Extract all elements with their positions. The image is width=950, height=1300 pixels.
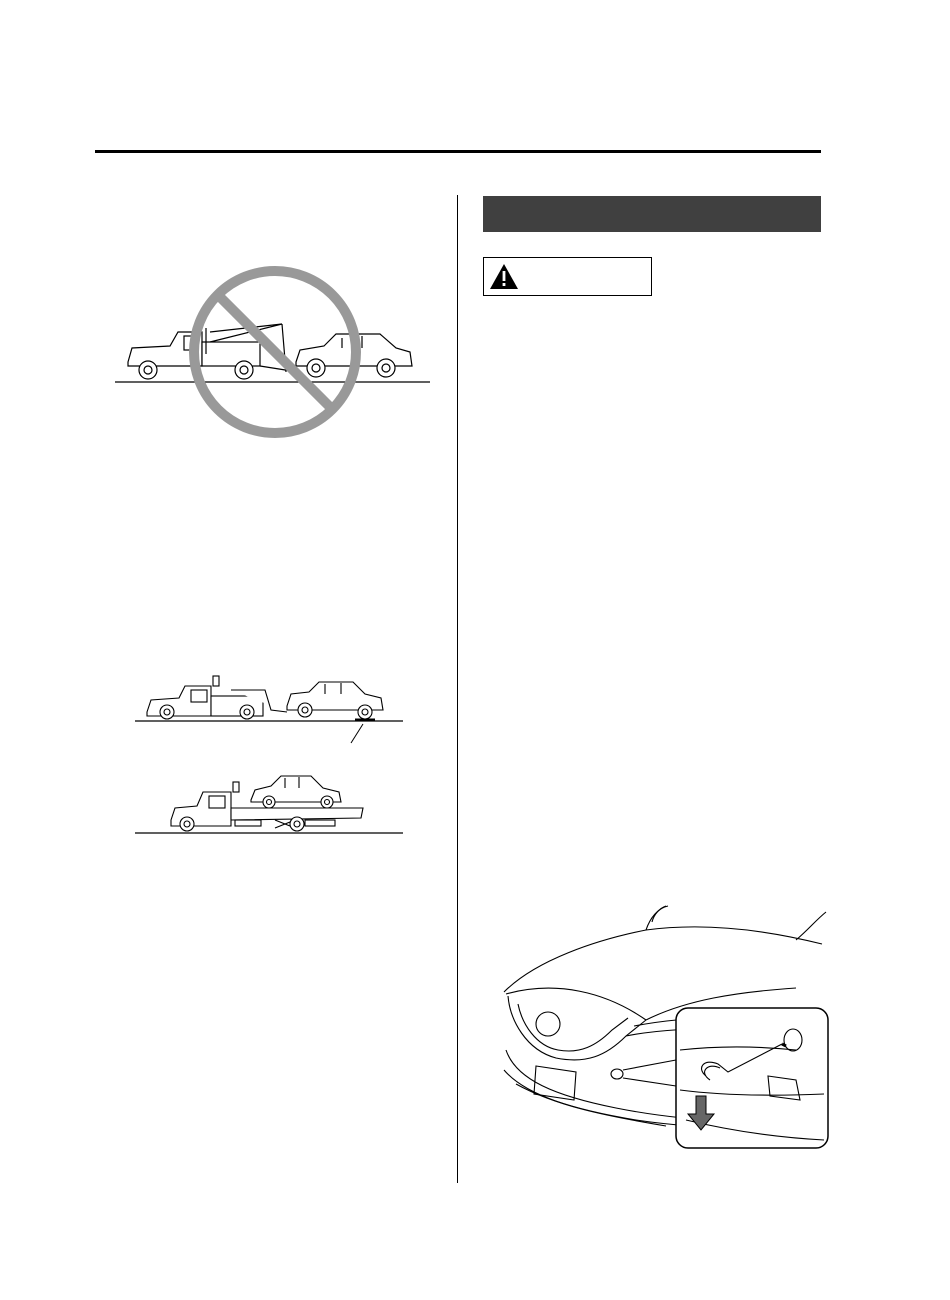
header-rule <box>95 150 821 153</box>
section-heading-bar <box>483 196 821 232</box>
warning-icon <box>488 262 520 291</box>
tow-hook-figure <box>496 900 832 1156</box>
column-divider <box>457 195 458 1183</box>
flatbed-towing-figure <box>135 770 405 840</box>
wheel-lift-towing-figure <box>135 672 405 747</box>
warning-box <box>483 257 652 296</box>
prohibited-towing-figure <box>110 262 440 442</box>
